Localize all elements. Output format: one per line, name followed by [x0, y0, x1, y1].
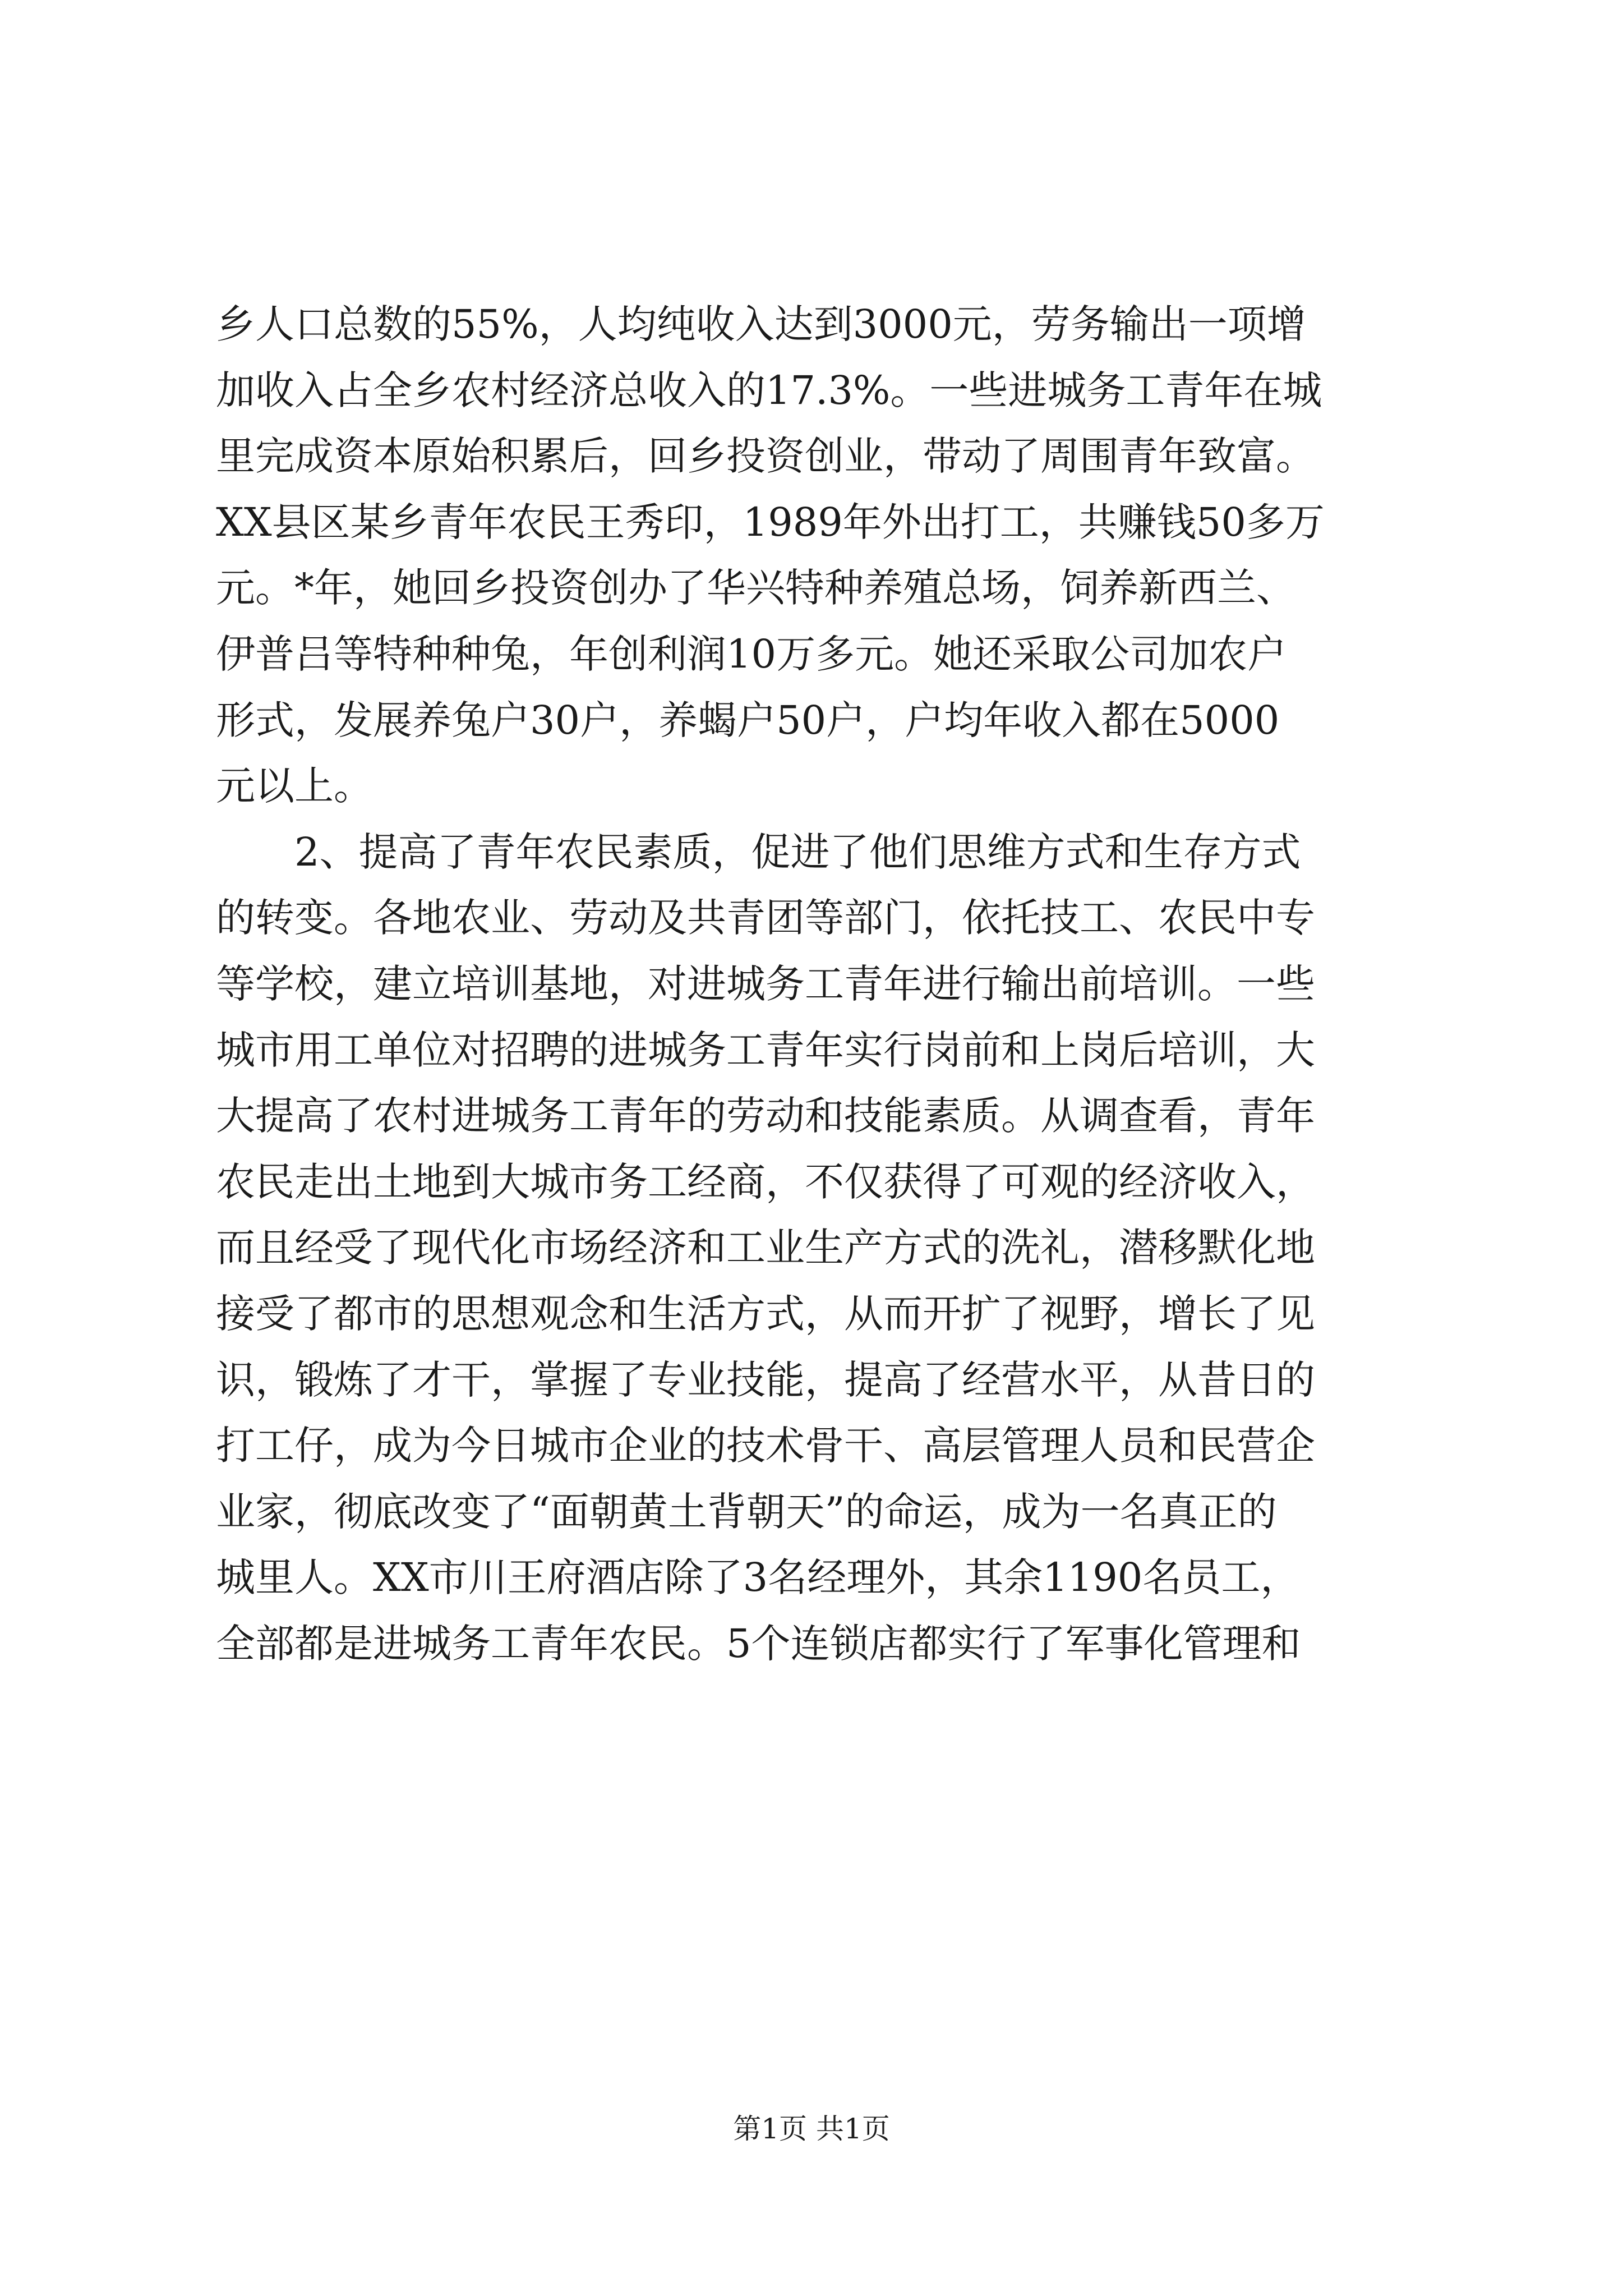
text-line: 城里人。XX市川王府酒店除了3名经理外，其余1190名员工，	[216, 1554, 1300, 1601]
text-line: 乡人口总数的55%，人均纯收入达到3000元，劳务输出一项增	[216, 301, 1306, 347]
text-line: 大提高了农村进城务工青年的劳动和技能素质。从调查看，青年	[216, 1093, 1315, 1139]
text-line: 全部都是进城务工青年农民。5个连锁店都实行了军事化管理和	[216, 1620, 1301, 1667]
text-line: 里完成资本原始积累后，回乡投资创业，带动了周围青年致富。	[216, 433, 1315, 480]
text-line: 伊普吕等特种种兔，年创利润10万多元。她还采取公司加农户	[216, 631, 1287, 677]
text-line: 识，锻炼了才干，掌握了专业技能，提高了经营水平，从昔日的	[216, 1356, 1315, 1403]
paragraph-2	[216, 820, 1410, 1677]
text-line: 业家，彻底改变了“面朝黄土背朝天”的命运，成为一名真正的	[216, 1488, 1277, 1535]
text-line: 等学校，建立培训基地，对进城务工青年进行输出前培训。一些	[216, 960, 1315, 1007]
document-body	[216, 292, 1410, 1677]
text-line: 元以上。	[216, 763, 373, 809]
page-number-label: 第1页 共1页	[733, 2113, 890, 2145]
text-line: 元。*年，她回乡投资创办了华兴特种养殖总场，饲养新西兰、	[216, 565, 1295, 611]
text-line: 的转变。各地农业、劳动及共青团等部门，依托技工、农民中专	[216, 895, 1315, 941]
text-line: 城市用工单位对招聘的进城务工青年实行岗前和上岗后培训，大	[216, 1027, 1315, 1073]
text-line: 打工仔，成为今日城市企业的技术骨干、高层管理人员和民营企	[216, 1423, 1315, 1469]
text-line: 加收入占全乡农村经济总收入的17.3%。一些进城务工青年在城	[216, 367, 1322, 413]
text-line: 而且经受了现代化市场经济和工业生产方式的洗礼，潜移默化地	[216, 1225, 1315, 1271]
text-line: XX县区某乡青年农民王秀印，1989年外出打工，共赚钱50多万	[216, 499, 1325, 545]
text-line: 2、提高了青年农民素质，促进了他们思维方式和生存方式	[216, 829, 1301, 875]
text-line: 接受了都市的思想观念和生活方式，从而开扩了视野，增长了见	[216, 1290, 1315, 1337]
page-footer	[0, 2112, 1623, 2146]
text-line: 农民走出土地到大城市务工经商，不仅获得了可观的经济收入，	[216, 1158, 1315, 1205]
paragraph-1	[216, 292, 1410, 820]
text-line: 形式，发展养兔户30户，养蝎户50户，户均年收入都在5000	[216, 697, 1280, 743]
